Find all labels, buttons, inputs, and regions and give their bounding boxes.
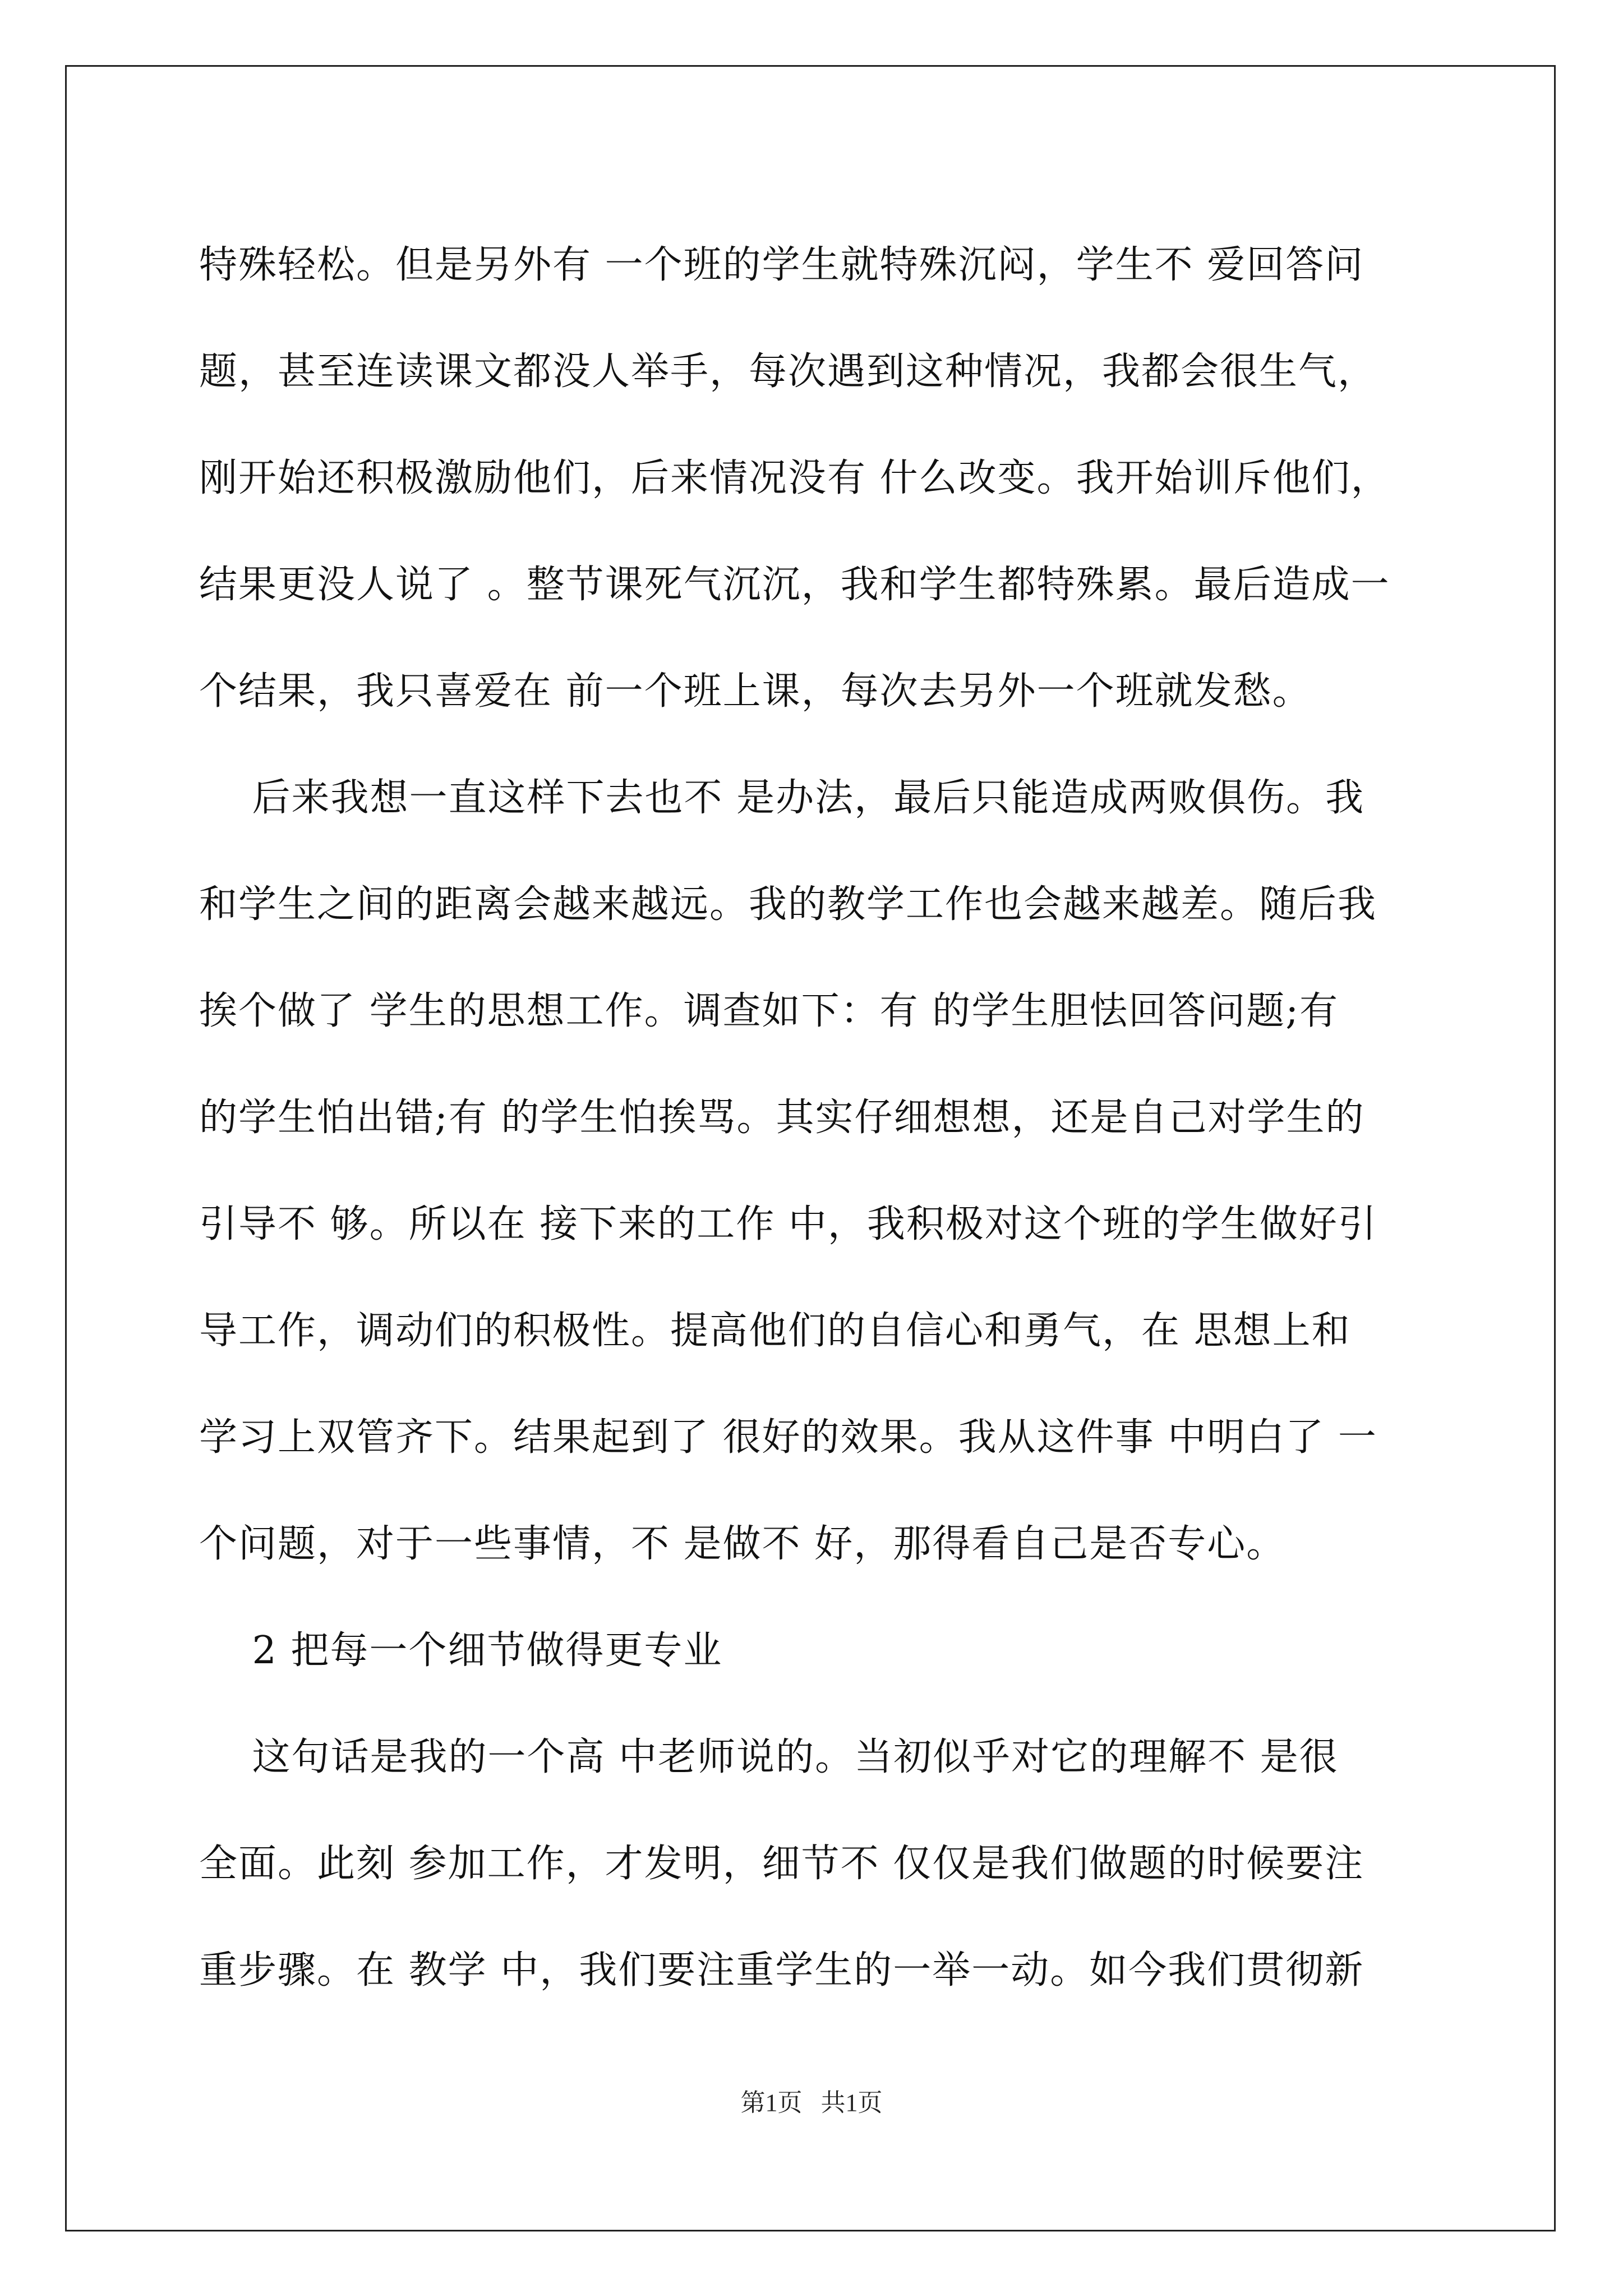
text-line: 特殊轻松。但是另外有 一个班的学生就特殊沉闷，学生不 爱回答问 (199, 243, 1364, 287)
text-line: 题，甚至连读课文都没人举手，每次遇到这种情况，我都会很生气， (199, 349, 1377, 394)
text-line: 导工作，调动们的积极性。提高他们的自信心和勇气，在 思想上和 (199, 1309, 1351, 1353)
text-line: 重步骤。在 教学 中，我们要注重学生的一举一动。如今我们贯彻新 (199, 1948, 1364, 1993)
text-line: 的学生怕出错;有 的学生怕挨骂。其实仔细想想，还是自己对学生的 (199, 1096, 1365, 1140)
text-line: 引导不 够。所以在 接下来的工作 中，我积极对这个班的学生做好引 (199, 1202, 1377, 1246)
text-line: 个结果，我只喜爱在 前一个班上课，每次去另外一个班就发愁。 (199, 669, 1312, 714)
text-line: 结果更没人说了 。整节课死气沉沉，我和学生都特殊累。最后造成一 (199, 563, 1390, 607)
section-heading: 2 把每一个细节做得更专业 (199, 1628, 723, 1673)
document-body (199, 212, 1433, 2024)
text-line: 挨个做了 学生的思想工作。调查如下：有 的学生胆怯回答问题;有 (199, 989, 1339, 1033)
text-line: 全面。此刻 参加工作，才发明，细节不 仅仅是我们做题的时候要注 (199, 1842, 1364, 1886)
text-line: 和学生之间的距离会越来越远。我的教学工作也会越来越差。随后我 (199, 882, 1377, 927)
text-line: 这句话是我的一个高 中老师说的。当初似乎对它的理解不 是很 (199, 1735, 1339, 1779)
text-line: 学习上双管齐下。结果起到了 很好的效果。我从这件事 中明白了 一 (199, 1415, 1377, 1460)
text-line: 个问题，对于一些事情，不 是做不 好，那得看自己是否专心。 (199, 1522, 1286, 1566)
text-line: 刚开始还积极激励他们，后来情况没有 什么改变。我开始训斥他们， (199, 456, 1390, 500)
text-line: 后来我想一直这样下去也不 是办法，最后只能造成两败俱伤。我 (199, 776, 1365, 820)
page-number-footer: 第1页 共1页 (740, 2089, 883, 2116)
